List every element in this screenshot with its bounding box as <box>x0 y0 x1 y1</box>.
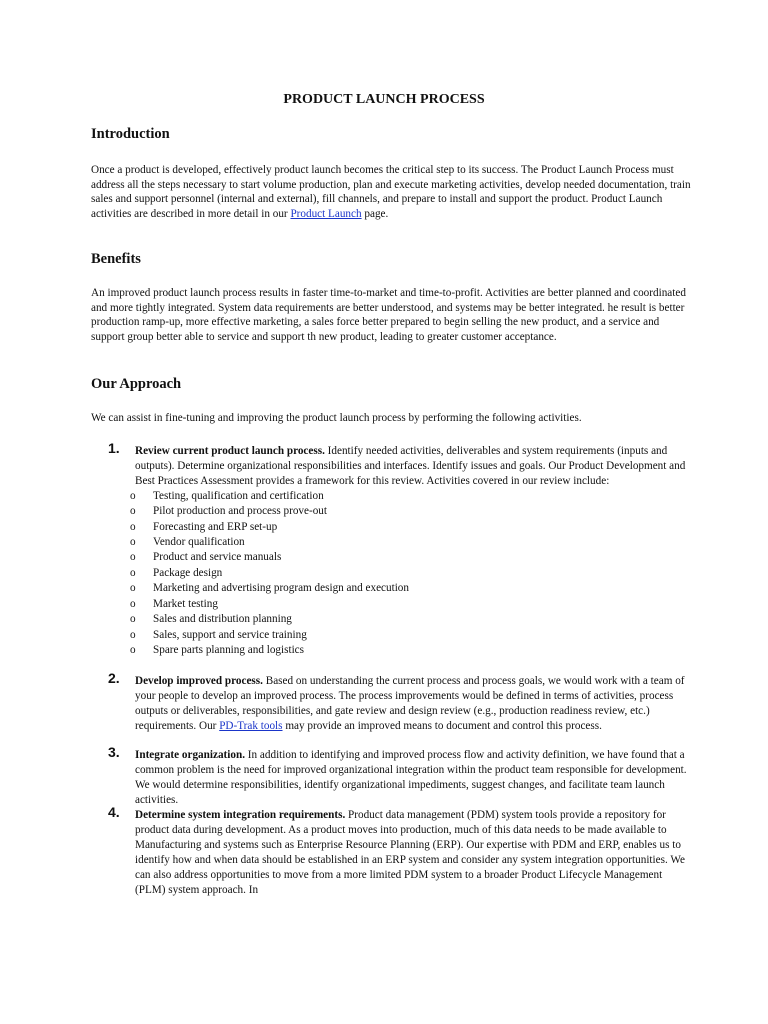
sub-list-item <box>108 643 688 658</box>
item-text <box>135 808 688 897</box>
sub-list <box>108 489 688 659</box>
intro-text: Once a product is developed, effectively product launch becomes the critical step to its success. The Product Launch Process must address all the steps necessary to start volume production, plan and execute marketing activities, develop needed documentation, train sales and support personnel (internal and external), fill channels, and prepare to install and support the product. Product Launch activities are described in more detail in our <box>91 164 691 220</box>
sub-item-text: Package design <box>153 566 223 579</box>
item-body: Identify needed activities, deliverables and system requirements (inputs and outputs). Determine organizational responsibilities and interfaces. Identify issues and goals. Our Product Development and Best Practices Assessment provides a framework for this review. Activities covered in our review include: <box>135 445 686 487</box>
sub-item-text: Marketing and advertising program design and execution <box>153 582 409 595</box>
item-text <box>135 674 688 734</box>
item-body-after: may provide an improved means to document and control this process. <box>282 719 602 732</box>
item-bold: Determine system integration requirements. <box>135 809 346 821</box>
list-item <box>108 804 688 897</box>
intro-paragraph <box>91 163 691 221</box>
benefits-heading: Benefits <box>91 251 141 267</box>
bullet-marker: o <box>130 644 136 657</box>
pd-trak-tools-link[interactable]: PD-Trak tools <box>219 719 283 732</box>
bullet-marker: o <box>130 551 136 564</box>
benefits-paragraph: An improved product launch process results in faster time-to-market and time-to-profit. Activities are better planned and coordinated and more tightly integrated. System data requirements are better understood, and systems may be better integrated. he result is better production ramp-up, more effective marketing, a sales force better prepared to begin selling the new product, and a service and support group better able to service and support th new product, leading to greater customer acceptance. <box>91 287 686 343</box>
sub-list-item <box>108 628 688 643</box>
bullet-marker: o <box>130 520 136 533</box>
page-title: PRODUCT LAUNCH PROCESS <box>283 92 485 107</box>
item-number: 3. <box>108 744 120 760</box>
sub-item-text: Sales and distribution planning <box>153 613 292 626</box>
bullet-marker: o <box>130 597 136 610</box>
item-text <box>135 748 688 808</box>
item-number: 2. <box>108 670 120 686</box>
item-body: Product data management (PDM) system tools provide a repository for product data during development. As a product moves into production, much of this data needs to be made available to Manufacturing and systems such as Enterprise Resource Planning (ERP). Our expertise with PDM and ERP, enables us to identify how and when data should be established in an ERP system and consider any system integration opportunities. We can also address opportunities to move from a more limited PDM system to a broader Product Lifecycle Management (PLM) system approach. In <box>135 809 685 896</box>
sub-list-item <box>108 520 688 535</box>
item-body: In addition to identifying and improved process flow and activity definition, we have found that a common problem is the need for improved organizational integration within the product team responsible for development. We would determine responsibilities, identify organizational impediments, suggest changes, and facilitate team launch activities. <box>135 749 687 806</box>
bullet-marker: o <box>130 489 136 502</box>
bullet-marker: o <box>130 628 136 641</box>
item-body: Based on understanding the current process and process goals, we would work with a team of your people to develop an improved process. The process improvements would be defined in terms of activities, process outputs or deliverables, responsibilities, and gate review and design review (e.g., production readiness review, etc.) requirements. Our <box>135 675 685 732</box>
approach-heading: Our Approach <box>91 376 182 392</box>
sub-item-text: Product and service manuals <box>153 551 282 564</box>
item-bold: Integrate organization. <box>135 749 245 761</box>
sub-item-text: Market testing <box>153 597 218 610</box>
bullet-marker: o <box>130 613 136 626</box>
list-item <box>108 440 688 659</box>
item-bold: Develop improved process. <box>135 675 263 687</box>
item-number: 1. <box>108 440 120 456</box>
approach-intro: We can assist in fine-tuning and improving the product launch process by performing the following activities. <box>91 412 582 424</box>
list-item <box>108 670 688 734</box>
item-number: 4. <box>108 804 120 820</box>
sub-list-item <box>108 581 688 596</box>
product-launch-link[interactable]: Product Launch <box>290 207 362 220</box>
sub-item-text: Pilot production and process prove-out <box>153 505 327 518</box>
sub-list-item <box>108 566 688 581</box>
sub-list-item <box>108 597 688 612</box>
sub-list-item <box>108 504 688 519</box>
intro-text-after: page. <box>361 207 389 220</box>
sub-list-item <box>108 489 688 504</box>
sub-item-text: Sales, support and service training <box>153 628 307 641</box>
bullet-marker: o <box>130 582 136 595</box>
bullet-marker: o <box>130 505 136 518</box>
sub-item-text: Forecasting and ERP set-up <box>153 520 278 533</box>
bullet-marker: o <box>130 566 136 579</box>
sub-list-item <box>108 535 688 550</box>
sub-list-item <box>108 612 688 627</box>
item-text <box>135 444 688 489</box>
bullet-marker: o <box>130 536 136 549</box>
intro-heading: Introduction <box>91 126 170 142</box>
sub-list-item <box>108 550 688 565</box>
sub-item-text: Vendor qualification <box>153 536 245 549</box>
list-item <box>108 744 688 808</box>
item-bold: Review current product launch process. <box>135 445 325 457</box>
sub-item-text: Testing, qualification and certification <box>153 489 324 502</box>
sub-item-text: Spare parts planning and logistics <box>153 644 305 657</box>
